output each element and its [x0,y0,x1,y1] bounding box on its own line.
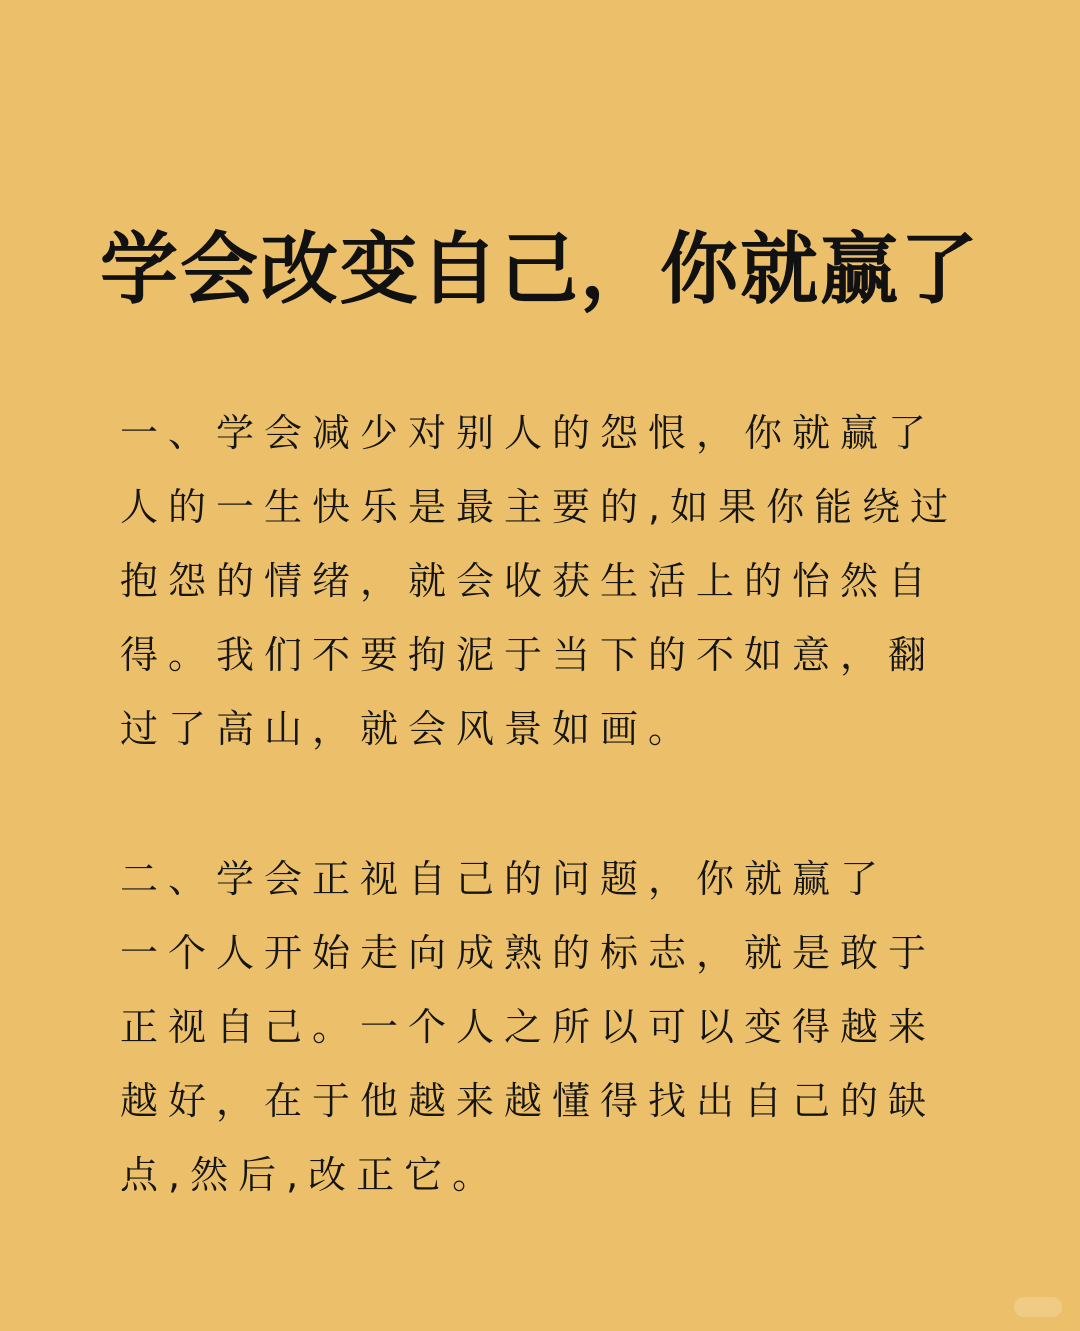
page-title: 学会改变自己，你就赢了 [99,225,980,315]
section-one-line: 人的一生快乐是最主要的,如果你能绕过 [120,485,959,529]
watermark-mark [1014,1297,1062,1317]
section-two-line: 一个人开始走向成熟的标志，就是敢于 [120,931,937,975]
section-one-line: 得。我们不要拘泥于当下的不如意，翻 [120,633,937,677]
section-one [120,396,980,766]
section-two-line: 正视自己。一个人之所以可以变得越来 [120,1005,937,1049]
section-two-line: 越好，在于他越来越懂得找出自己的缺 [120,1079,937,1123]
section-one-line: 过了高山，就会风景如画。 [120,707,697,751]
section-one-line: 抱怨的情绪，就会收获生活上的怡然自 [120,559,937,603]
section-two [120,842,980,1212]
section-two-line: 点,然后,改正它。 [120,1153,501,1197]
section-two-heading: 二、学会正视自己的问题，你就赢了 [120,857,889,901]
section-one-heading: 一、学会减少对别人的怨恨，你就赢了 [120,411,937,455]
